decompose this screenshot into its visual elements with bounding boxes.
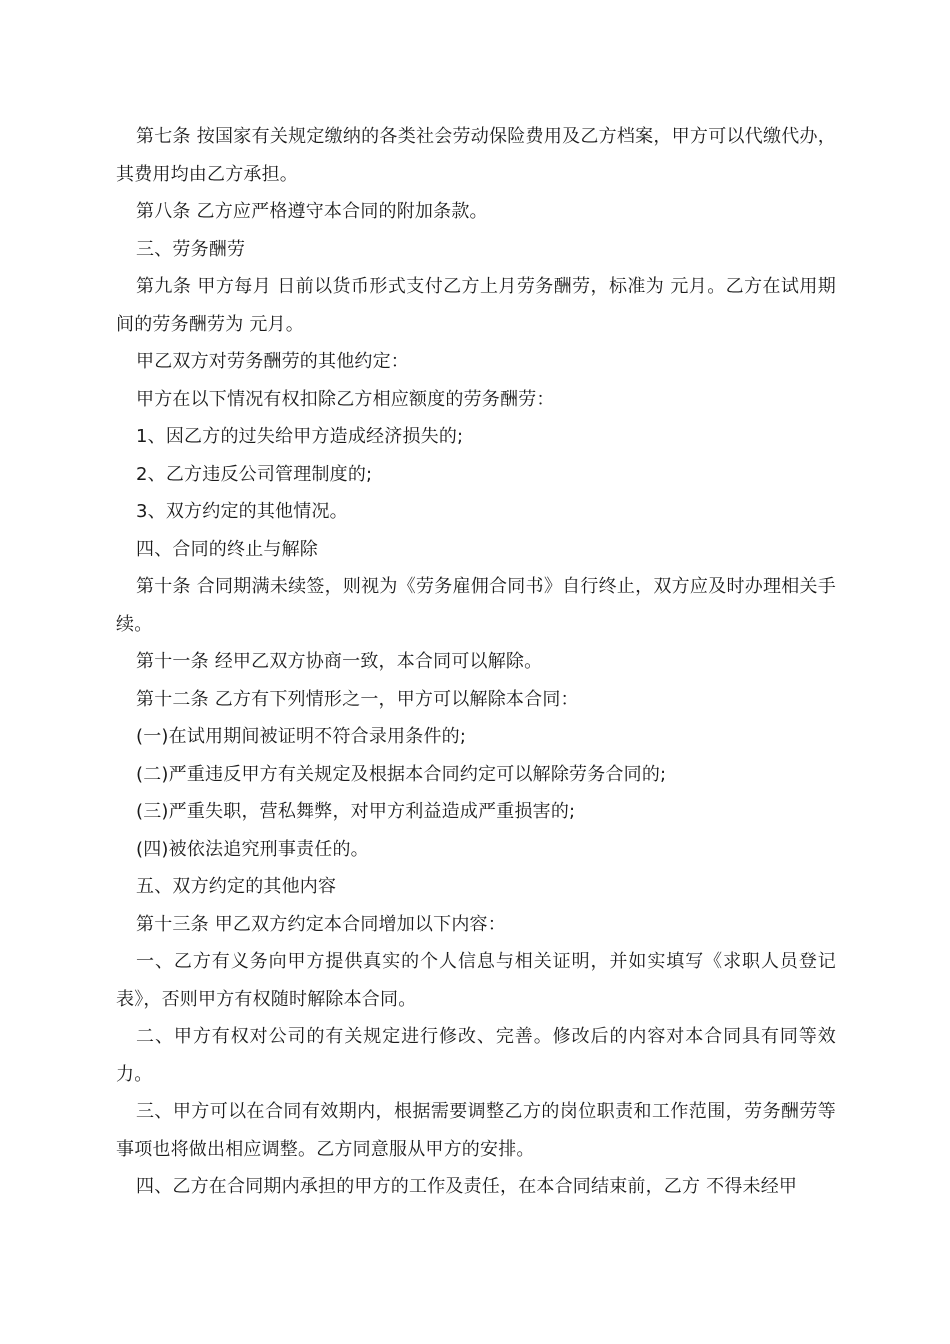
deduction-item-2: 2、乙方违反公司管理制度的; <box>136 463 373 485</box>
clause-7: 第七条 按国家有关规定缴纳的各类社会劳动保险费用及乙方档案，甲方可以代缴代办，其费用均由乙方承担。 <box>116 126 836 185</box>
clause-13-item-1: 一、乙方有义务向甲方提供真实的个人信息与相关证明，并如实填写《求职人员登记表》，否则甲方有权随时解除本合同。 <box>116 951 836 1010</box>
clause-9: 第九条 甲方每月 日前以货币形式支付乙方上月劳务酬劳，标准为 元月。乙方在试用期间的劳务酬劳为 元月。 <box>116 276 836 335</box>
clause-11: 第十一条 经甲乙双方协商一致，本合同可以解除。 <box>136 651 543 672</box>
clause-10: 第十条 合同期满未续签，则视为《劳务雇佣合同书》自行终止，双方应及时办理相关手续。 <box>116 576 836 635</box>
clause-12: 第十二条 乙方有下列情形之一，甲方可以解除本合同： <box>136 688 579 710</box>
clause-8: 第八条 乙方应严格遵守本合同的附加条款。 <box>136 201 488 222</box>
deduction-conditions: 甲方在以下情况有权扣除乙方相应额度的劳务酬劳： <box>136 388 555 410</box>
clause-12-item-1: (一)在试用期间被证明不符合录用条件的; <box>136 726 467 747</box>
clause-12-item-2: (二)严重违反甲方有关规定及根据本合同约定可以解除劳务合同的; <box>136 763 667 785</box>
document-body <box>116 118 836 1206</box>
clause-13: 第十三条 甲乙双方约定本合同增加以下内容： <box>136 913 506 935</box>
section-heading-other: 五、双方约定的其他内容 <box>136 876 337 897</box>
clause-13-item-4: 四、乙方在合同期内承担的甲方的工作及责任，在本合同结束前，乙方 不得未经甲 <box>136 1176 798 1197</box>
deduction-item-1: 1、因乙方的过失给甲方造成经济损失的; <box>136 426 464 447</box>
section-heading-termination: 四、合同的终止与解除 <box>136 538 318 560</box>
section-heading-remuneration: 三、劳务酬劳 <box>136 238 246 260</box>
clause-12-item-3: (三)严重失职，营私舞弊，对甲方利益造成严重损害的; <box>136 801 576 822</box>
clause-12-item-4: (四)被依法追究刑事责任的。 <box>136 838 369 860</box>
deduction-item-3: 3、双方约定的其他情况。 <box>136 501 348 522</box>
remuneration-other-agreement: 甲乙双方对劳务酬劳的其他约定： <box>136 351 409 372</box>
clause-13-item-3: 三、甲方可以在合同有效期内，根据需要调整乙方的岗位职责和工作范围，劳务酬劳等事项也将做出相应调整。乙方同意服从甲方的安排。 <box>116 1101 836 1160</box>
clause-13-item-2: 二、甲方有权对公司的有关规定进行修改、完善。修改后的内容对本合同具有同等效力。 <box>116 1026 836 1085</box>
